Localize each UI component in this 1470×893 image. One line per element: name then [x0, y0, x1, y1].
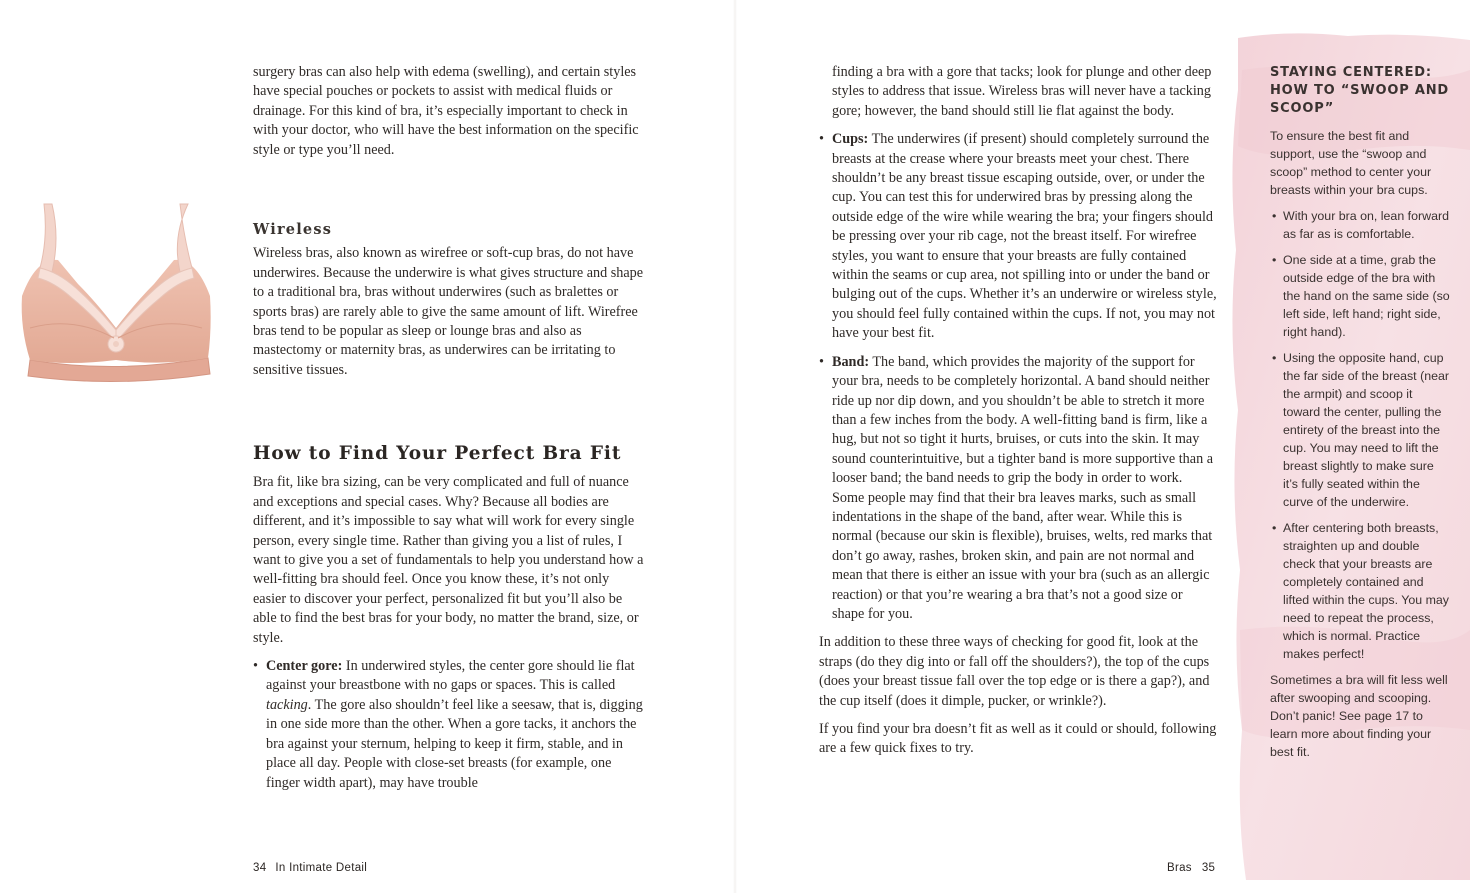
cups-item	[819, 130, 1217, 343]
center-gore-term: Center gore:	[266, 658, 343, 675]
intro-section	[253, 63, 645, 169]
book-gutter	[733, 0, 737, 893]
sidebar-content	[1270, 64, 1450, 769]
fit-bullet-list	[253, 657, 645, 793]
sidebar-steps	[1270, 207, 1450, 663]
fit-paragraph: Bra fit, like bra sizing, can be very complicated and full of nuance and exceptions and special cases. Why? Because all bodies are different, and it’s impossible to say what will work for every single person, every single time. Rather than giving you a list of rules, I want to give you a set of fundamentals to help you understand how a well-fitting bra should feel. Once you know these, it’s not only easier to discover your perfect, personalized fit but you’ll also be able to find the best bras for your body, no matter the brand, size, or style.	[253, 474, 644, 646]
right-page-number: 35	[1201, 862, 1216, 874]
right-footer	[1167, 862, 1215, 874]
cups-text: The underwires (if present) should completely surround the breasts at the crease where your breasts meet your chest. There shouldn’t be any breast tissue escaping outside, over, or under the cup. You can test this for underwired bras by pressing along the outside edge of the wire while wearing the bra; your fingers should be pressing over your rib cage, not the breast itself. For wirefree styles, you want to ensure that your breasts are fully contained within the seams or cup area, not spilling into or under the band or bulging out of the cups. Whether it’s an underwire or wireless style, you should feel fully contained within the cups. If not, you may not have your best fit.	[832, 131, 1217, 342]
center-gore-item	[253, 657, 645, 793]
sidebar-step: • Using the opposite hand, cup the far side of the breast (near the armpit) and scoop it toward the center, pulling the entirety of the breast into the cup. You may need to lift the breast slightly to make sure it’s fully seated within the curve of the underwire.	[1270, 349, 1450, 511]
left-running-title: In Intimate Detail	[275, 862, 368, 874]
sidebar-intro: To ensure the best fit and support, use the “swoop and scoop” method to center your breasts within your bra cups.	[1270, 129, 1432, 197]
sidebar-step: • With your bra on, lean forward as far as is comfortable.	[1270, 207, 1450, 243]
cups-term: Cups:	[832, 131, 869, 148]
fixes-paragraph: If you find your bra doesn’t fit as well as it could or should, following are a few quick fixes to try.	[819, 721, 1217, 757]
swoop-and-scoop-sidebar	[1228, 30, 1470, 880]
wireless-section	[253, 220, 645, 389]
sidebar-closing: Sometimes a bra will fit less well after swooping and scooping. Don’t panic! See page 17 to learn more about finding your best fit.	[1270, 673, 1448, 759]
sidebar-step: • After centering both breasts, straighten up and double check that your breasts are completely contained and lifted within the cups. You may need to repeat the process, which is normal. Practice makes perfect!	[1270, 519, 1450, 663]
right-running-title: Bras	[1167, 862, 1192, 874]
wireless-bra-illustration	[18, 198, 213, 383]
band-term: Band:	[832, 353, 870, 370]
tacking-emphasis: tacking	[266, 696, 308, 713]
band-text: The band, which provides the majority of the support for your bra, needs to be completely horizontal. A band should neither ride up nor dip down, and you shouldn’t be able to stretch it more than a few inches from the body. A well-fitting band is firm, like a hug, but not so tight it hurts, bruises, or cuts into the skin. It may sound counterintuitive, but a tighter band is more supportive than a looser band; the band needs to grip the body in order to work. Some people may find that their bra leaves marks, such as small indentations in the shape of the band, after wear. While this is normal (because our skin is flexible), bruises, welts, red marks that don’t go away, rashes, broken skin, and pain are not normal and mean that there is either an issue with your bra (such as an allergic reaction) or that you’re wearing a bra that’s not a good size or shape for you.	[832, 353, 1214, 622]
gore-continuation: finding a bra with a gore that tacks; look for plunge and other deep styles to address that issue. Wireless bras will never have a tacking gore; however, the band should still lie flat against the body.	[832, 64, 1212, 119]
wireless-paragraph: Wireless bras, also known as wirefree or soft-cup bras, do not have underwires. Because the underwire is what gives structure and shape to a traditional bra, bras without underwires (such as bralettes or sports bras) are rarely able to give the same amount of lift. Wirefree bras tend to be popular as sleep or lounge bras and also as mastectomy or maternity bras, as underwires can be irritating to sensitive tissues.	[253, 245, 644, 378]
right-page-body	[819, 63, 1217, 768]
center-gore-text-2: . The gore also shouldn’t feel like a seesaw, that is, digging in one side more than the other. When a gore tacks, it anchors the bra against your sternum, helping to keep it firm, stable, and in place all day. People with close-set breasts (for example, one finger width apart), may have trouble	[266, 696, 643, 791]
left-page-number: 34	[253, 862, 267, 874]
wireless-heading: Wireless	[253, 221, 333, 238]
checks-paragraph: In addition to these three ways of checking for good fit, look at the straps (do they dig into or fall off the shoulders?), the top of the cups (does your breast tissue fall over the top edge or is there a gap?), and the cup itself (does it dimple, pucker, or wrinkle?).	[819, 634, 1210, 709]
fit-heading: How to Find Your Perfect Bra Fit	[253, 443, 622, 464]
center-gore-text-1: In underwired styles, the center gore should lie flat against your breastbone with no gaps or spaces. This is called	[266, 658, 635, 694]
left-footer	[253, 862, 367, 874]
intro-paragraph: surgery bras can also help with edema (swelling), and certain styles have special pouches or pockets to assist with medical fluids or drainage. For this kind of bra, it’s especially important to check in with your doctor, who will have the best information on the specific style or type you’ll need.	[253, 64, 639, 158]
fit-section	[253, 444, 645, 802]
fit-bullet-list-continued	[819, 130, 1217, 624]
band-item	[819, 353, 1217, 625]
sidebar-step: • One side at a time, grab the outside edge of the bra with the hand on the same side (so left side, left hand; right side, right hand).	[1270, 251, 1450, 341]
sidebar-title: STAYING CENTERED: HOW TO “SWOOP AND SCOOP”	[1270, 65, 1449, 116]
